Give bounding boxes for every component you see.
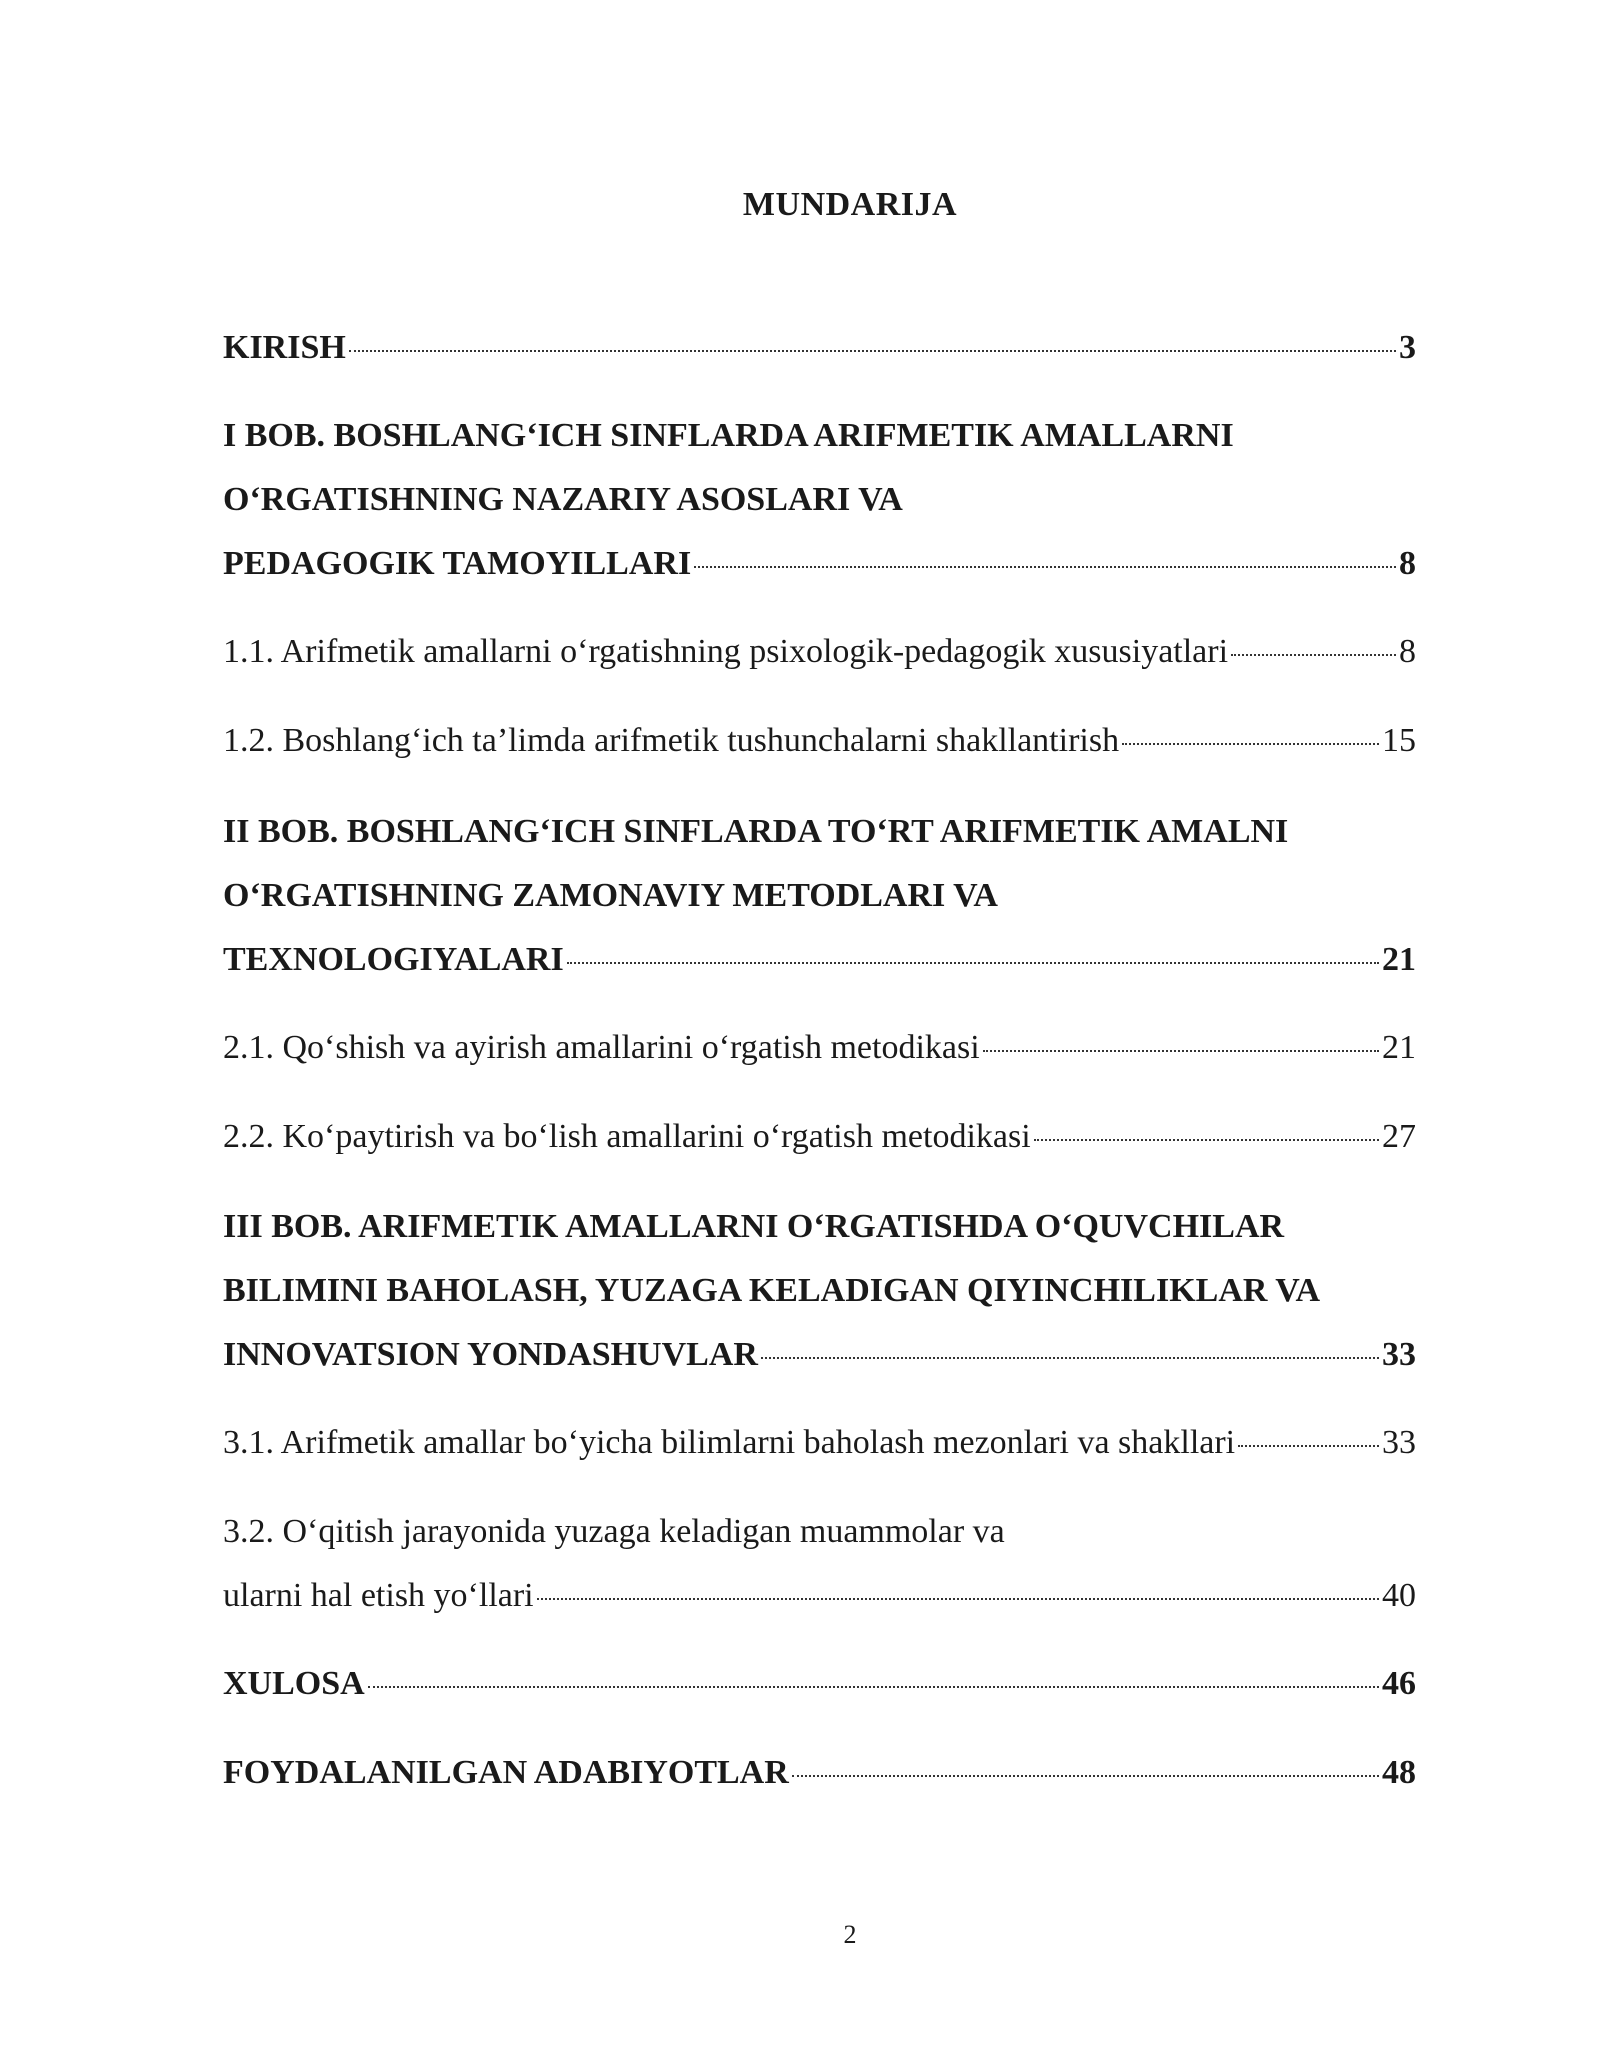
dot-leader (368, 1686, 1379, 1688)
toc-entry-title-line: O‘RGATISHNING NAZARIY ASOSLARI VA (223, 481, 903, 518)
dot-leader (537, 1598, 1379, 1600)
toc-page-number: 27 (1382, 1118, 1416, 1155)
toc-entry-title-line: O‘RGATISHNING ZAMONAVIY METODLARI VA (223, 877, 998, 914)
toc-entry-title-line: BILIMINI BAHOLASH, YUZAGA KELADIGAN QIYINCHILIKLAR VA (223, 1272, 1321, 1309)
toc-entry-chapter-2[interactable] (223, 800, 1416, 992)
toc-page-number: 33 (1382, 1424, 1416, 1461)
toc-page-number: 21 (1382, 941, 1416, 978)
toc-entry-section-2-2[interactable] (223, 1105, 1416, 1169)
toc-entry-chapter-1[interactable] (223, 404, 1416, 596)
dot-leader (1231, 654, 1396, 656)
toc-entry-references[interactable] (223, 1741, 1416, 1805)
toc-entry-title: 1.1. Arifmetik amallarni o‘rgatishning psixologik-pedagogik xususiyatlari (223, 633, 1229, 670)
dot-leader (761, 1357, 1379, 1359)
toc-entry-title: 2.2. Ko‘paytirish va bo‘lish amallarini o‘rgatish metodikasi (223, 1118, 1031, 1155)
page-title: MUNDARIJA (742, 186, 958, 223)
dot-leader (1238, 1445, 1379, 1447)
toc-page-number: 33 (1382, 1336, 1416, 1373)
toc-entry-title: INNOVATSION YONDASHUVLAR (223, 1336, 758, 1373)
toc-entry-title: 3.1. Arifmetik amallar bo‘yicha bilimlarni baholash mezonlari va shakllari (223, 1424, 1236, 1461)
toc-entry-title: TEXNOLOGIYALARI (223, 941, 564, 978)
toc-page-number: 21 (1382, 1029, 1416, 1066)
toc-page-number: 15 (1382, 722, 1416, 759)
dot-leader (349, 350, 1396, 352)
toc-entry-title-line: III BOB. ARIFMETIK AMALLARNI O‘RGATISHDA O‘QUVCHILAR (223, 1208, 1285, 1245)
toc-entry-title: 2.1. Qo‘shish va ayirish amallarini o‘rgatish metodikasi (223, 1029, 980, 1066)
toc-entry-title-line: II BOB. BOSHLANG‘ICH SINFLARDA TO‘RT ARIFMETIK AMALNI (223, 813, 1289, 850)
toc-entry-title: FOYDALANILGAN ADABIYOTLAR (223, 1754, 789, 1791)
dot-leader (983, 1050, 1379, 1052)
toc-entry-title: KIRISH (223, 329, 346, 366)
page-number: 2 (843, 1920, 857, 1949)
dot-leader (1034, 1139, 1379, 1141)
toc-entry-section-1-2[interactable] (223, 709, 1416, 773)
toc-entry-chapter-3[interactable] (223, 1195, 1416, 1387)
toc-entry-title: PEDAGOGIK TAMOYILLARI (223, 545, 692, 582)
toc-entry-kirish[interactable] (223, 316, 1416, 380)
toc-entry-xulosa[interactable] (223, 1652, 1416, 1716)
toc-entry-section-1-1[interactable] (223, 620, 1416, 684)
toc-entry-title: XULOSA (223, 1665, 365, 1702)
toc-entry-title-line: I BOB. BOSHLANG‘ICH SINFLARDA ARIFMETIK AMALLARNI (223, 417, 1234, 454)
toc-page-number: 46 (1382, 1665, 1416, 1702)
dot-leader (1122, 743, 1379, 745)
toc-entry-title: 1.2. Boshlang‘ich ta’limda arifmetik tushunchalarni shakllantirish (223, 722, 1120, 759)
toc-page-number: 8 (1399, 545, 1416, 582)
toc-page-number: 8 (1399, 633, 1416, 670)
toc-entry-title: ularni hal etish yo‘llari (223, 1577, 534, 1614)
dot-leader (567, 962, 1379, 964)
toc-entry-section-2-1[interactable] (223, 1016, 1416, 1080)
toc-page-number: 40 (1382, 1577, 1416, 1614)
toc-page-number: 48 (1382, 1754, 1416, 1791)
toc-entry-section-3-1[interactable] (223, 1411, 1416, 1475)
toc-page-number: 3 (1399, 329, 1416, 366)
toc-entry-section-3-2[interactable] (223, 1500, 1416, 1628)
toc-entry-title-line: 3.2. O‘qitish jarayonida yuzaga keladigan muammolar va (223, 1513, 1005, 1550)
dot-leader (792, 1775, 1379, 1777)
dot-leader (694, 566, 1396, 568)
